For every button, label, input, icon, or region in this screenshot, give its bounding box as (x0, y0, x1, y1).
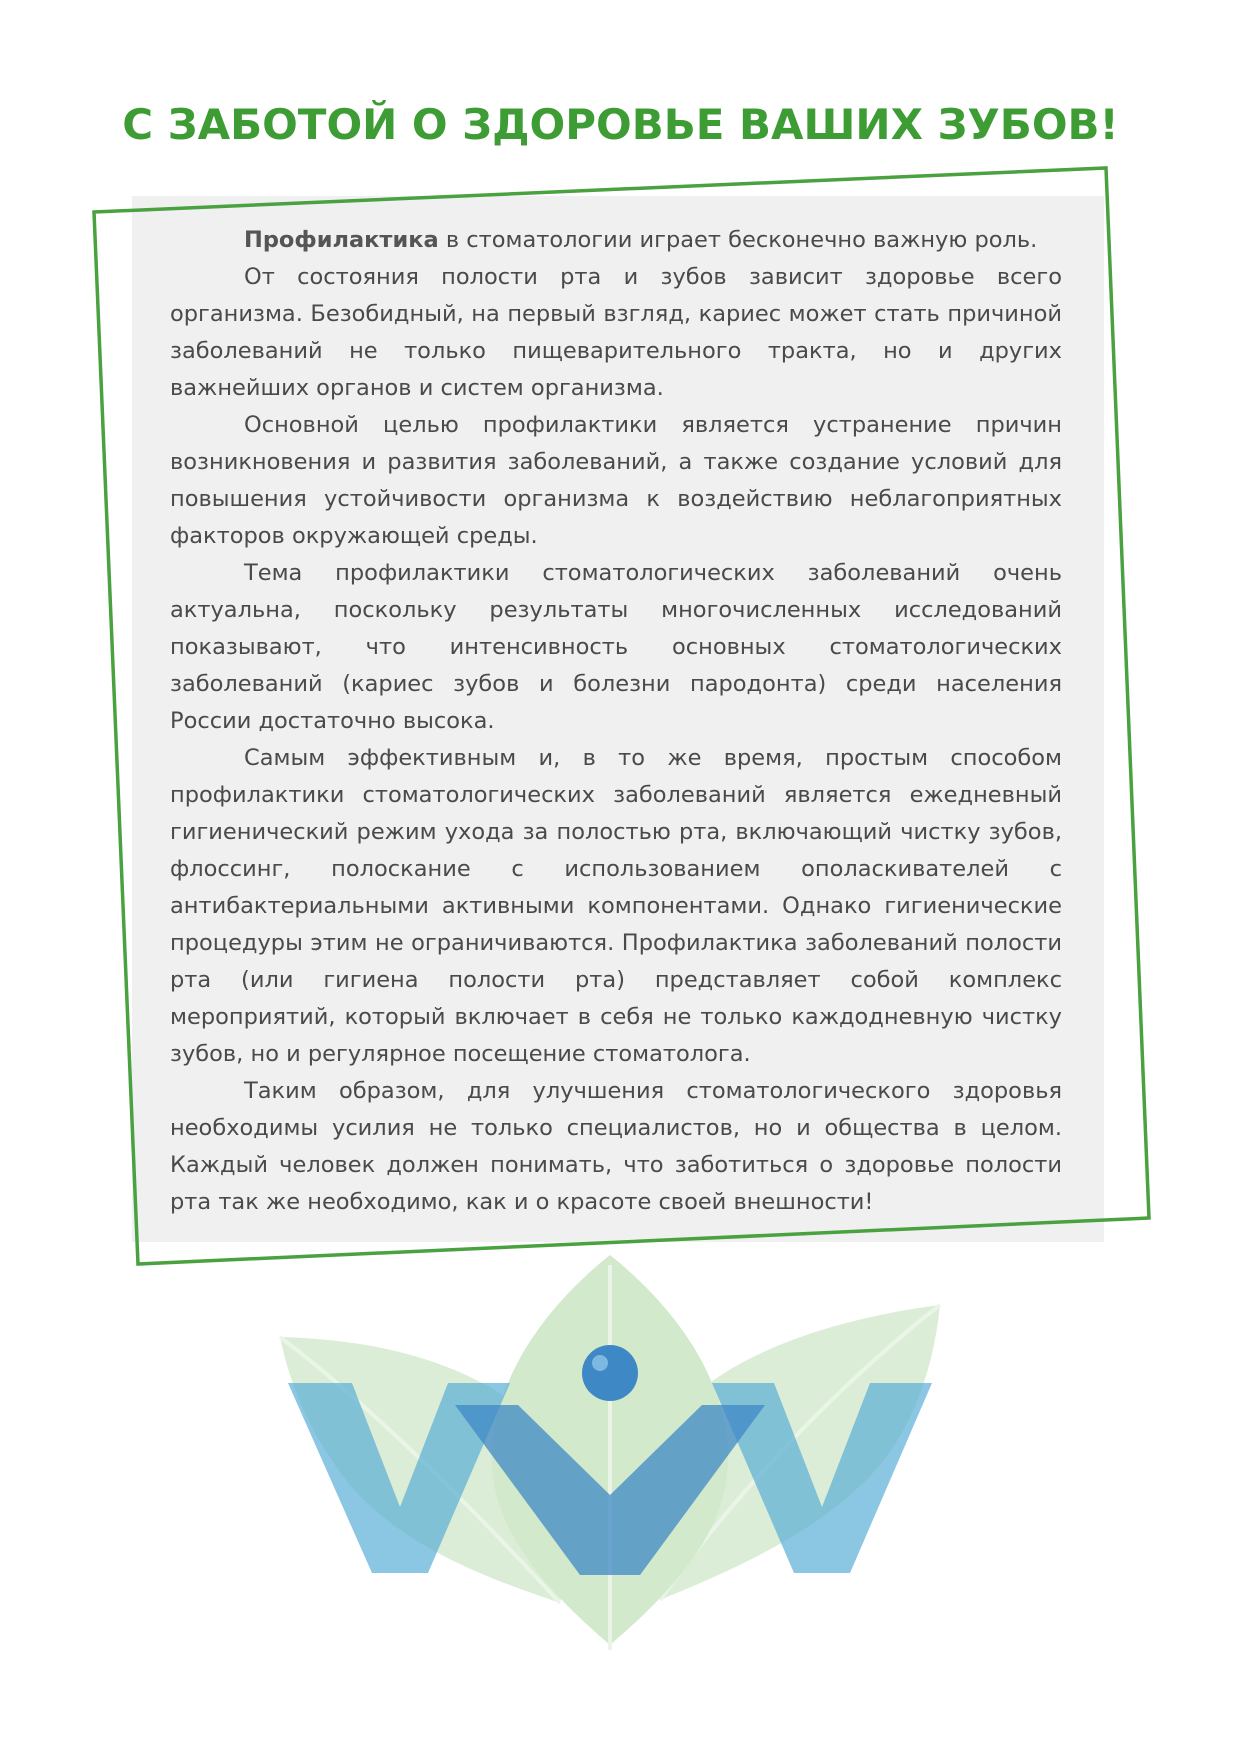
paragraph-5: Самым эффективным и, в то же время, простым способом профилактики стоматологических заболеваний является ежедневный гигиенический режим ухода за полостью рта, включающий чистку зубов, флоссинг, полоскание с использованием ополаскивателей с антибактериальными активными компонентами. Однако гигиенические процедуры этим не ограничиваются. Профилактика заболеваний полости рта (или гигиена полости рта) представляет собой комплекс мероприятий, который включает в себя не только каждодневную чистку зубов, но и регулярное посещение стоматолога. (170, 745, 1062, 1067)
article-body (170, 222, 1062, 1221)
paragraph-3: Основной целью профилактики является устранение причин возникновения и развития заболеваний, а также создание условий для повышения устойчивости организма к воздействию неблагоприятных факторов окружающей среды. (170, 412, 1062, 549)
leaves-vv-logo-icon (260, 1255, 960, 1655)
paragraph-1-text: в стоматологии играет бесконечно важную роль. (438, 227, 1038, 253)
paragraph-4: Тема профилактики стоматологических заболеваний очень актуальна, поскольку результаты многочисленных исследований показывают, что интенсивность основных стоматологических заболеваний (кариес зубов и болезни пародонта) среди населения России достаточно высока. (170, 560, 1062, 734)
page-title: С ЗАБОТОЙ О ЗДОРОВЬЕ ВАШИХ ЗУБОВ! (122, 100, 1119, 149)
paragraph-6: Таким образом, для улучшения стоматологического здоровья необходимы усилия не только специалистов, но и общества в целом. Каждый человек должен понимать, что заботиться о здоровье полости рта так же необходимо, как и о красоте своей внешности! (170, 1078, 1062, 1215)
paragraph-1 (170, 222, 1062, 259)
lead-term: Профилактика (244, 227, 439, 253)
paragraph-2: От состояния полости рта и зубов зависит здоровье всего организма. Безобидный, на первый взгляд, кариес может стать причиной заболеваний не только пищеварительного тракта, но и других важнейших органов и систем организма. (170, 264, 1062, 401)
